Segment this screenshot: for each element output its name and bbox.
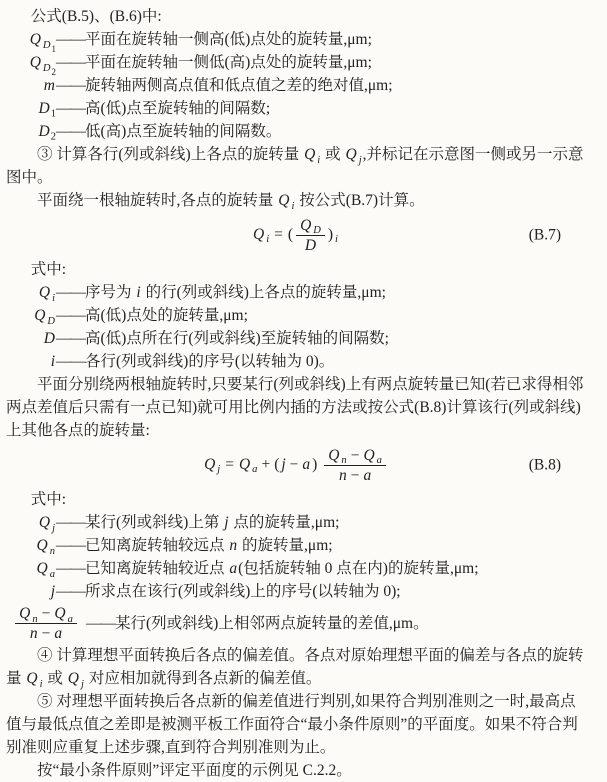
definition-text: 高(低)点至旋转轴的间隔数;: [85, 100, 271, 117]
fraction-qd-d: $\frac{Q _D}{D}$: [296, 217, 325, 254]
def-row-m: [6, 74, 585, 97]
definition-dash: ——: [56, 31, 85, 48]
def-row-qa: [6, 557, 585, 580]
def-row-qi: [6, 281, 585, 304]
paragraph-b8-intro: 平面分别绕两根轴旋转时,只要某行(列或斜线)上有两点旋转量已知(若已求得相邻两点差值后只需有一点已知)就可用比例内插的方法或按公式(B.8)计算该行(列或斜线)上其他各点的旋转量:: [6, 376, 584, 439]
definition-text: 序号为 i 的行(列或斜线)上各点的旋转量,μm;: [85, 284, 386, 301]
definition-dash: ——: [56, 560, 85, 577]
definition-text: 高(低)点所在行(列或斜线)至旋转轴的间隔数;: [85, 330, 389, 347]
formula-b7-number: (B.7): [528, 226, 561, 244]
var-d: D: [43, 330, 55, 347]
var-qd: Q $_D$: [34, 307, 55, 327]
def-row-fraction: [6, 605, 585, 642]
definition-text: 平面在旋转轴一侧高(低)点处的旋转量,μm;: [85, 31, 372, 48]
formula-b8-number: (B.8): [528, 456, 561, 474]
paragraph-b7-intro: 平面绕一根轴旋转时,各点的旋转量 Q $_i$ 按公式(B.7)计算。: [37, 192, 425, 212]
formula-b8-expression: Q $_j$ = Q $_a$ + ( j − a ) $\frac{Q _n - Q _a}{n - a}$: [203, 447, 388, 484]
def-row-d2: [6, 120, 585, 143]
definition-dash: ——: [56, 77, 85, 94]
var-qa: Q $_a$: [36, 560, 55, 580]
definition-dash: ——: [56, 284, 85, 301]
def-row-qd: [6, 304, 585, 327]
def-row-i: [6, 350, 585, 373]
definition-text: 某行(列或斜线)上相邻两点旋转量的差值,μm。: [115, 615, 429, 632]
where-label-2: 式中:: [30, 491, 67, 508]
formula-ref-line: 公式(B.5)、(B.6)中:: [30, 8, 162, 25]
var-i: i: [50, 353, 55, 370]
definition-text: 已知离旋转轴较近点 a(包括旋转轴 0 点在内)的旋转量,μm;: [85, 560, 479, 577]
var-qj: Q $_j$: [38, 514, 55, 534]
definition-text: 已知离旋转轴较远点 n 的旋转量,μm;: [85, 537, 333, 554]
definition-text: 旋转轴两侧高点值和低点值之差的绝对值,μm;: [85, 77, 393, 94]
var-fraction: $\frac{Q _n - Q _a}{n - a}$: [6, 605, 86, 642]
var-qd1: Q $_{D_1}$: [29, 31, 56, 54]
paragraph-step3: ③ 计算各行(列或斜线)上各点的旋转量 Q $_i$ 或 Q $_j$,并标记在示意图一侧或另一示意图中。: [6, 146, 584, 186]
def-row-j: [6, 580, 585, 603]
definition-dash: ——: [56, 100, 85, 117]
definition-text: 某行(列或斜线)上第 j 点的旋转量,μm;: [85, 514, 340, 531]
definition-text: 高(低)点处的旋转量,μm;: [85, 307, 248, 324]
def-row-qd1: [6, 28, 585, 54]
definition-text: 低(高)点至旋转轴的间隔数。: [85, 123, 282, 140]
def-row-qn: [6, 534, 585, 557]
var-qd2: Q $_{D_2}$: [29, 54, 56, 77]
var-qn: Q $_n$: [36, 537, 55, 557]
var-d2: $D_2$: [38, 123, 56, 143]
formula-b7-expression: Q $_i$ = ( $\frac{Q _D}{D}$ ) $_i$: [253, 216, 338, 254]
definition-dash: ——: [56, 583, 85, 600]
definition-dash: ——: [86, 615, 115, 632]
var-qi: Q $_i$: [38, 284, 55, 304]
def-row-d: [6, 327, 585, 350]
fraction-qn-qa: $\frac{Q _n - Q _a}{n - a}$: [324, 447, 386, 484]
def-row-d1: [6, 97, 585, 120]
definition-dash: ——: [56, 54, 85, 71]
formula-b7: [6, 214, 585, 256]
definition-dash: ——: [56, 537, 85, 554]
paragraph-step5: ⑤ 对理想平面转换后各点新的偏差值进行判别,如果符合判别准则之一时,最高点值与最低点值之差即是被测平板工作面符合“最小条件原则”的平面度。如果不符合判别准则应重复上述步骤,直到符合判别准则为止。: [6, 693, 578, 756]
definition-text: 各行(列或斜线)的序号(以转轴为 0)。: [85, 353, 335, 370]
where-label-1: 式中:: [30, 261, 67, 278]
definition-dash: ——: [56, 123, 85, 140]
formula-b8: [6, 444, 585, 486]
closing-line: 按“最小条件原则”评定平面度的示例见 C.2.2。: [37, 762, 352, 779]
paragraph-step4: ④ 计算理想平面转换后各点的偏差值。各点对原始理想平面的偏差与各点的旋转量 Q $_i$ 或 Q $_j$ 对应相加就得到各点新的偏差值。: [6, 647, 584, 690]
definition-dash: ——: [56, 330, 85, 347]
var-j: j: [50, 583, 55, 600]
definition-dash: ——: [56, 514, 85, 531]
definition-dash: ——: [56, 353, 85, 370]
definition-dash: ——: [56, 307, 85, 324]
var-d1: $D_1$: [38, 100, 56, 120]
definition-text: 平面在旋转轴一侧低(高)点处的旋转量,μm;: [85, 54, 372, 71]
var-m: m: [43, 77, 55, 94]
def-row-qj: [6, 511, 585, 534]
def-row-qd2: [6, 51, 585, 77]
definition-text: 所求点在该行(列或斜线)上的序号(以转轴为 0);: [85, 583, 401, 600]
